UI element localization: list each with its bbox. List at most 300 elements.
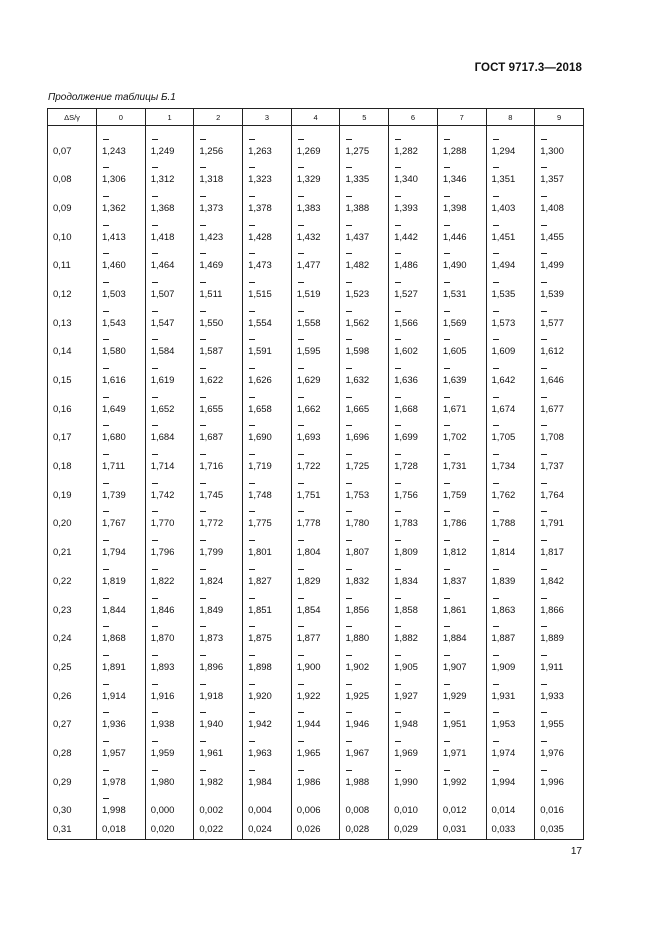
table-cell	[97, 247, 146, 276]
table-cell	[145, 447, 194, 476]
table-cell	[243, 562, 292, 591]
bar-characteristic-mark	[346, 712, 352, 713]
table-cell	[145, 820, 194, 839]
bar-characteristic-mark	[298, 741, 304, 742]
table-cell	[97, 620, 146, 649]
cell-value: 1,699	[394, 432, 418, 444]
cell-value: 1,851	[248, 604, 272, 616]
table-cell	[437, 419, 486, 448]
table-cell	[535, 126, 584, 161]
table-cell	[486, 390, 535, 419]
row-header: 0,27	[48, 706, 97, 735]
bar-characteristic-mark	[444, 483, 450, 484]
bar-characteristic-mark	[103, 741, 109, 742]
bar-characteristic-mark	[541, 598, 547, 599]
table-cell	[194, 361, 243, 390]
table-cell	[340, 476, 389, 505]
cell-value: 1,674	[491, 403, 516, 415]
table-cell	[340, 447, 389, 476]
table-cell	[389, 763, 438, 792]
bar-characteristic-mark	[444, 225, 450, 226]
table-cell	[145, 648, 194, 677]
cell-value: 1,953	[491, 719, 516, 731]
cell-value: 1,907	[442, 661, 467, 673]
cell-value: 1,734	[491, 461, 516, 473]
bar-characteristic-mark	[444, 712, 450, 713]
cell-value: 0,004	[248, 805, 272, 817]
cell-value: 1,662	[296, 403, 321, 415]
bar-characteristic-mark	[152, 368, 158, 369]
bar-characteristic-mark	[249, 511, 255, 512]
table-cell	[437, 591, 486, 620]
bar-characteristic-mark	[200, 339, 206, 340]
cell-value: 1,944	[296, 719, 321, 731]
bar-characteristic-mark	[152, 511, 158, 512]
cell-value: 0,002	[199, 805, 224, 817]
cell-value: 1,914	[102, 690, 126, 702]
table-cell	[291, 706, 340, 735]
cell-value: 1,652	[150, 403, 175, 415]
bar-characteristic-mark	[298, 425, 304, 426]
bar-characteristic-mark	[298, 598, 304, 599]
bar-characteristic-mark	[395, 569, 401, 570]
bar-characteristic-mark	[346, 167, 352, 168]
table-cell	[437, 218, 486, 247]
column-header: 0	[97, 109, 146, 126]
row-header: 0,13	[48, 304, 97, 333]
cell-value: 1,708	[540, 432, 564, 444]
table-cell	[340, 677, 389, 706]
cell-value: 1,980	[150, 776, 175, 788]
table-cell	[145, 161, 194, 190]
table-row	[48, 620, 584, 649]
bar-characteristic-mark	[493, 626, 499, 627]
table-cell	[97, 275, 146, 304]
log-table	[47, 108, 584, 840]
cell-value: 1,844	[102, 604, 126, 616]
bar-characteristic-mark	[249, 282, 255, 283]
table-cell	[535, 562, 584, 591]
table-cell	[535, 533, 584, 562]
table-cell	[486, 161, 535, 190]
bar-characteristic-mark	[152, 225, 158, 226]
column-header: 9	[535, 109, 584, 126]
cell-value: 1,893	[150, 661, 175, 673]
bar-characteristic-mark	[200, 282, 206, 283]
cell-value: 1,927	[394, 690, 418, 702]
cell-value: 1,550	[199, 317, 224, 329]
bar-characteristic-mark	[103, 712, 109, 713]
table-cell	[389, 505, 438, 534]
bar-characteristic-mark	[200, 167, 206, 168]
cell-value: 1,861	[442, 604, 467, 616]
row-header: 0,24	[48, 620, 97, 649]
bar-characteristic-mark	[493, 139, 499, 140]
table-cell	[291, 820, 340, 839]
table-cell	[340, 734, 389, 763]
table-cell	[291, 562, 340, 591]
bar-characteristic-mark	[152, 139, 158, 140]
bar-characteristic-mark	[493, 311, 499, 312]
cell-value: 1,312	[150, 174, 175, 186]
cell-value: 1,275	[345, 145, 370, 157]
bar-characteristic-mark	[346, 626, 352, 627]
table-cell	[340, 648, 389, 677]
bar-characteristic-mark	[346, 483, 352, 484]
bar-characteristic-mark	[152, 655, 158, 656]
cell-value: 1,323	[248, 174, 272, 186]
bar-characteristic-mark	[541, 196, 547, 197]
cell-value: 1,494	[491, 260, 516, 272]
bar-characteristic-mark	[103, 225, 109, 226]
bar-characteristic-mark	[395, 741, 401, 742]
bar-characteristic-mark	[152, 598, 158, 599]
cell-value: 1,665	[345, 403, 370, 415]
table-cell	[145, 218, 194, 247]
cell-value: 1,558	[296, 317, 321, 329]
cell-value: 1,629	[296, 375, 321, 386]
cell-value: 1,978	[102, 776, 126, 788]
table-cell	[486, 562, 535, 591]
table-cell	[97, 189, 146, 218]
cell-value: 1,442	[394, 231, 418, 243]
bar-characteristic-mark	[395, 598, 401, 599]
bar-characteristic-mark	[152, 167, 158, 168]
table-cell	[535, 591, 584, 620]
table-cell	[291, 447, 340, 476]
cell-value: 1,759	[442, 489, 467, 501]
bar-characteristic-mark	[395, 540, 401, 541]
bar-characteristic-mark	[346, 770, 352, 771]
cell-value: 1,658	[248, 403, 272, 415]
cell-value: 1,671	[442, 403, 467, 415]
cell-value: 1,306	[102, 174, 126, 186]
bar-characteristic-mark	[249, 598, 255, 599]
bar-characteristic-mark	[395, 139, 401, 140]
cell-value: 1,329	[296, 174, 321, 186]
table-cell	[291, 620, 340, 649]
cell-value: 1,998	[102, 805, 126, 817]
cell-value: 1,929	[442, 690, 467, 702]
table-cell	[437, 533, 486, 562]
table-cell	[389, 620, 438, 649]
cell-value: 1,868	[102, 633, 126, 645]
bar-characteristic-mark	[152, 311, 158, 312]
bar-characteristic-mark	[493, 368, 499, 369]
cell-value: 1,990	[394, 776, 418, 788]
cell-value: 1,955	[540, 719, 564, 731]
row-header: 0,14	[48, 333, 97, 362]
table-cell	[291, 333, 340, 362]
cell-value: 1,263	[248, 145, 272, 157]
table-cell	[486, 648, 535, 677]
bar-characteristic-mark	[346, 425, 352, 426]
table-row	[48, 706, 584, 735]
bar-characteristic-mark	[152, 253, 158, 254]
bar-characteristic-mark	[200, 139, 206, 140]
bar-characteristic-mark	[152, 741, 158, 742]
cell-value: 1,566	[394, 317, 418, 329]
bar-characteristic-mark	[298, 540, 304, 541]
row-header: 0,08	[48, 161, 97, 190]
cell-value: 1,696	[345, 432, 370, 444]
table-cell	[535, 419, 584, 448]
table-cell	[389, 820, 438, 839]
cell-value: 1,804	[296, 547, 321, 559]
table-cell	[243, 706, 292, 735]
cell-value: 1,714	[150, 461, 175, 473]
table-cell	[291, 361, 340, 390]
table-cell	[243, 189, 292, 218]
bar-characteristic-mark	[249, 626, 255, 627]
table-row	[48, 333, 584, 362]
bar-characteristic-mark	[541, 540, 547, 541]
table-cell	[535, 820, 584, 839]
table-cell	[437, 820, 486, 839]
cell-value: 1,866	[540, 604, 564, 616]
table-cell	[243, 677, 292, 706]
cell-value: 0,000	[150, 805, 175, 817]
cell-value: 1,300	[540, 145, 564, 157]
table-cell	[535, 706, 584, 735]
cell-value: 1,764	[540, 489, 564, 501]
table-cell	[97, 476, 146, 505]
bar-characteristic-mark	[103, 511, 109, 512]
table-cell	[535, 648, 584, 677]
cell-value: 1,984	[248, 776, 272, 788]
row-header: 0,22	[48, 562, 97, 591]
cell-value: 1,515	[248, 288, 272, 300]
table-cell	[243, 247, 292, 276]
bar-characteristic-mark	[493, 282, 499, 283]
table-cell	[291, 304, 340, 333]
table-cell	[145, 361, 194, 390]
table-cell	[243, 533, 292, 562]
bar-characteristic-mark	[395, 425, 401, 426]
bar-characteristic-mark	[200, 253, 206, 254]
cell-value: 1,393	[394, 202, 418, 214]
cell-value: 1,877	[296, 633, 321, 645]
table-cell	[194, 390, 243, 419]
cell-value: 1,680	[102, 432, 126, 444]
bar-characteristic-mark	[249, 540, 255, 541]
bar-characteristic-mark	[298, 282, 304, 283]
table-cell	[340, 792, 389, 821]
cell-value: 1,996	[540, 776, 564, 788]
bar-characteristic-mark	[200, 540, 206, 541]
cell-value: 1,938	[150, 719, 175, 731]
cell-value: 1,819	[102, 575, 126, 587]
table-cell	[145, 476, 194, 505]
bar-characteristic-mark	[346, 253, 352, 254]
cell-value: 1,971	[442, 747, 467, 759]
table-cell	[486, 505, 535, 534]
table-cell	[535, 189, 584, 218]
cell-value: 1,742	[150, 489, 175, 501]
cell-value: 1,351	[491, 174, 516, 186]
bar-characteristic-mark	[152, 626, 158, 627]
table-cell	[97, 447, 146, 476]
bar-characteristic-mark	[249, 139, 255, 140]
cell-value: 1,832	[345, 575, 370, 587]
bar-characteristic-mark	[541, 569, 547, 570]
table-cell	[389, 677, 438, 706]
cell-value: 1,584	[150, 346, 175, 358]
table-cell	[97, 562, 146, 591]
bar-characteristic-mark	[444, 139, 450, 140]
table-cell	[145, 505, 194, 534]
cell-value: 1,605	[442, 346, 467, 358]
page-number: 17	[570, 846, 582, 857]
column-header: 3	[243, 109, 292, 126]
cell-value: 1,403	[491, 202, 516, 214]
bar-characteristic-mark	[395, 368, 401, 369]
table-cell	[145, 275, 194, 304]
table-cell	[437, 620, 486, 649]
table-cell	[291, 505, 340, 534]
table-cell	[194, 419, 243, 448]
table-row	[48, 476, 584, 505]
cell-value: 1,428	[248, 231, 272, 243]
bar-characteristic-mark	[103, 598, 109, 599]
cell-value: 1,786	[442, 518, 467, 530]
bar-characteristic-mark	[444, 770, 450, 771]
bar-characteristic-mark	[541, 282, 547, 283]
bar-characteristic-mark	[395, 712, 401, 713]
bar-characteristic-mark	[103, 282, 109, 283]
cell-value: 1,739	[102, 489, 126, 501]
cell-value: 1,911	[540, 661, 564, 673]
bar-characteristic-mark	[200, 368, 206, 369]
cell-value: 1,469	[199, 260, 224, 272]
bar-characteristic-mark	[346, 397, 352, 398]
bar-characteristic-mark	[444, 196, 450, 197]
table-row	[48, 648, 584, 677]
table-cell	[194, 706, 243, 735]
cell-value: 1,822	[150, 575, 175, 587]
bar-characteristic-mark	[395, 770, 401, 771]
cell-value: 0,012	[442, 805, 467, 817]
bar-characteristic-mark	[395, 397, 401, 398]
bar-characteristic-mark	[395, 511, 401, 512]
bar-characteristic-mark	[152, 712, 158, 713]
cell-value: 1,562	[345, 317, 370, 329]
row-header: 0,19	[48, 476, 97, 505]
bar-characteristic-mark	[200, 626, 206, 627]
cell-value: 1,896	[199, 661, 224, 673]
table-cell	[340, 161, 389, 190]
cell-value: 1,925	[345, 690, 370, 702]
table-cell	[486, 591, 535, 620]
bar-characteristic-mark	[200, 569, 206, 570]
bar-characteristic-mark	[249, 569, 255, 570]
cell-value: 1,711	[102, 461, 126, 473]
table-cell	[437, 476, 486, 505]
table-cell	[243, 763, 292, 792]
bar-characteristic-mark	[541, 225, 547, 226]
table-cell	[97, 419, 146, 448]
table-cell	[291, 126, 340, 161]
cell-value: 1,762	[491, 489, 516, 501]
table-cell	[535, 218, 584, 247]
table-cell	[145, 390, 194, 419]
cell-value: 1,288	[442, 145, 467, 157]
bar-characteristic-mark	[395, 483, 401, 484]
cell-value: 1,335	[345, 174, 370, 186]
bar-characteristic-mark	[249, 770, 255, 771]
table-row	[48, 591, 584, 620]
cell-value: 1,531	[442, 288, 467, 300]
table-cell	[194, 218, 243, 247]
bar-characteristic-mark	[200, 196, 206, 197]
table-cell	[194, 304, 243, 333]
table-cell	[194, 189, 243, 218]
corner-header: ΔS/γ	[48, 109, 97, 126]
bar-characteristic-mark	[200, 741, 206, 742]
cell-value: 0,026	[296, 823, 321, 835]
row-header: 0,31	[48, 820, 97, 839]
table-cell	[194, 247, 243, 276]
table-cell	[145, 333, 194, 362]
table-row	[48, 361, 584, 390]
cell-value: 1,282	[394, 145, 418, 157]
cell-value: 1,595	[296, 346, 321, 358]
table-row	[48, 734, 584, 763]
table-row	[48, 820, 584, 839]
cell-value: 1,807	[345, 547, 370, 559]
bar-characteristic-mark	[346, 311, 352, 312]
table-cell	[243, 505, 292, 534]
table-cell	[340, 763, 389, 792]
bar-characteristic-mark	[298, 225, 304, 226]
table-cell	[243, 218, 292, 247]
bar-characteristic-mark	[493, 712, 499, 713]
row-header: 0,07	[48, 126, 97, 161]
cell-value: 1,318	[199, 174, 224, 186]
bar-characteristic-mark	[444, 311, 450, 312]
cell-value: 1,725	[345, 461, 370, 473]
table-cell	[243, 304, 292, 333]
bar-characteristic-mark	[249, 253, 255, 254]
table-cell	[486, 247, 535, 276]
table-cell	[389, 161, 438, 190]
bar-characteristic-mark	[346, 282, 352, 283]
cell-value: 1,902	[345, 661, 370, 673]
bar-characteristic-mark	[103, 167, 109, 168]
cell-value: 1,753	[345, 489, 370, 501]
table-cell	[340, 304, 389, 333]
bar-characteristic-mark	[200, 225, 206, 226]
table-cell	[97, 591, 146, 620]
cell-value: 1,705	[491, 432, 516, 444]
cell-value: 1,770	[150, 518, 175, 530]
bar-characteristic-mark	[249, 425, 255, 426]
cell-value: 1,362	[102, 202, 126, 214]
bar-characteristic-mark	[298, 511, 304, 512]
table-cell	[291, 275, 340, 304]
table-cell	[145, 763, 194, 792]
table-cell	[535, 361, 584, 390]
cell-value: 1,668	[394, 403, 418, 415]
table-cell	[340, 820, 389, 839]
bar-characteristic-mark	[444, 425, 450, 426]
table-cell	[389, 792, 438, 821]
bar-characteristic-mark	[249, 684, 255, 685]
bar-characteristic-mark	[103, 368, 109, 369]
cell-value: 1,269	[296, 145, 321, 157]
cell-value: 1,951	[442, 719, 467, 731]
bar-characteristic-mark	[249, 196, 255, 197]
